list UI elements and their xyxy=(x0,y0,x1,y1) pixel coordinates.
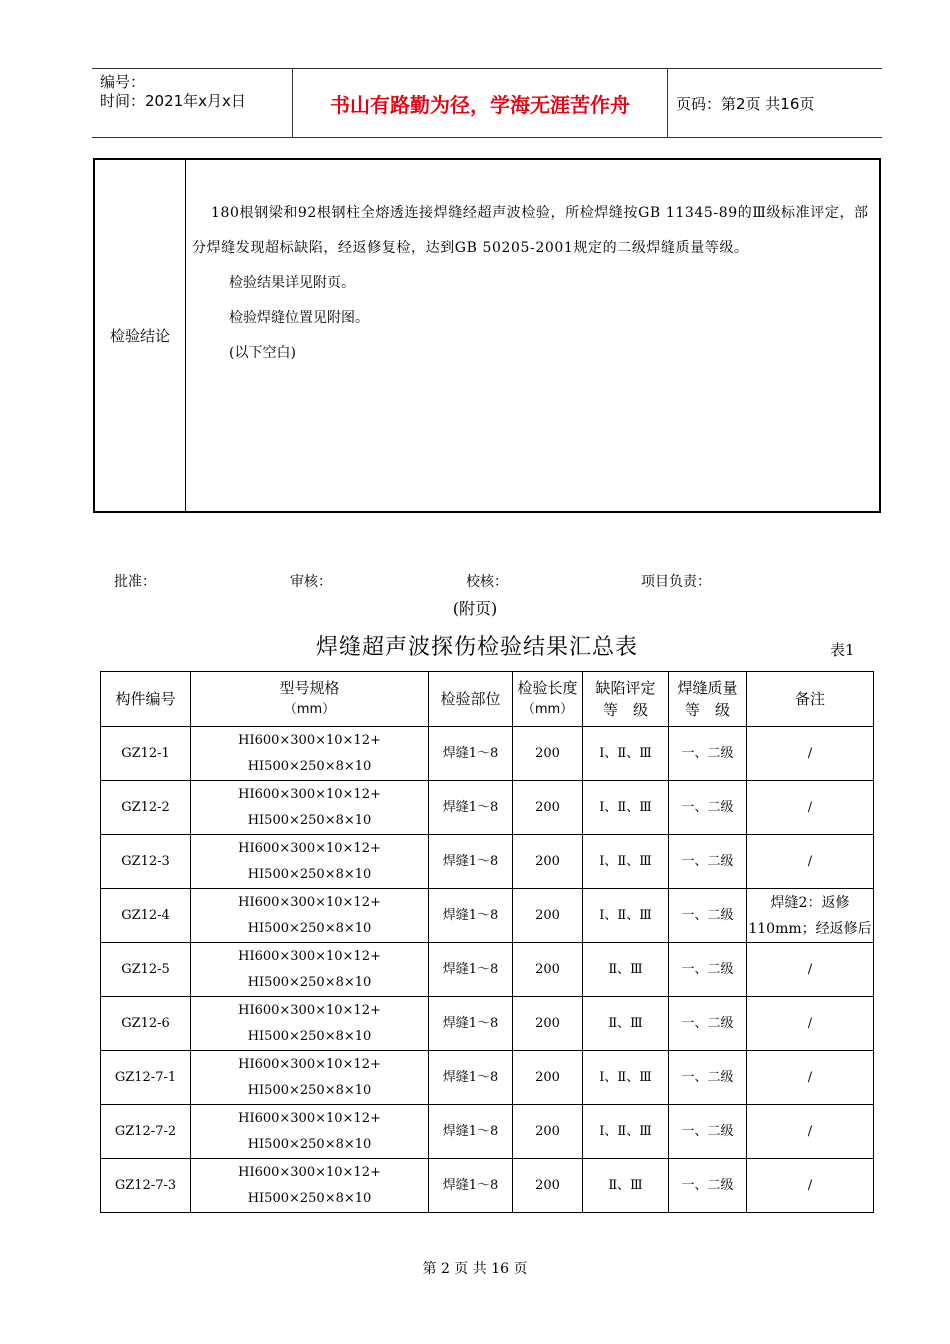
page-footer: 第 2 页 共 16 页 xyxy=(422,1261,528,1277)
quality-cell: 一、二级 xyxy=(669,1159,747,1213)
spec-line: HI500×250×8×10 xyxy=(247,920,372,936)
col-remark: 备注 xyxy=(747,672,874,727)
member-no-cell: GZ12-1 xyxy=(101,727,191,781)
header-motto: 书山有路勤为径，学海无涯苦作舟 xyxy=(292,69,668,137)
quality-cell: 一、二级 xyxy=(669,997,747,1051)
spec-line: HI600×300×10×12+ xyxy=(238,1164,381,1180)
table-row xyxy=(101,1159,874,1213)
defect-cell: Ⅱ、Ⅲ xyxy=(583,943,669,997)
spec-line: HI600×300×10×12+ xyxy=(238,1056,381,1072)
part-cell: 焊缝1～8 xyxy=(429,1051,513,1105)
project-lead-label: 项目负责： xyxy=(641,574,711,590)
defect-cell: Ⅱ、Ⅲ xyxy=(583,997,669,1051)
col-defect-grade: 等 级 xyxy=(602,701,648,719)
member-no-cell: GZ12-3 xyxy=(101,835,191,889)
spec-cell xyxy=(191,943,429,997)
defect-cell: Ⅰ、Ⅱ、Ⅲ xyxy=(583,889,669,943)
check-label: 校核： xyxy=(466,574,508,590)
quality-cell: 一、二级 xyxy=(669,1105,747,1159)
table-row xyxy=(101,781,874,835)
col-quality-grade: 等 级 xyxy=(684,701,730,719)
remark-cell: 焊缝2：返修110mm；经返修后 xyxy=(747,889,874,943)
quality-cell: 一、二级 xyxy=(669,943,747,997)
spec-cell xyxy=(191,1105,429,1159)
member-no-cell: GZ12-4 xyxy=(101,889,191,943)
header-meta xyxy=(100,73,290,111)
quality-cell: 一、二级 xyxy=(669,781,747,835)
conclusion-paragraph: 检验焊缝位置见附图。 xyxy=(229,310,369,326)
spec-line: HI500×250×8×10 xyxy=(247,1136,372,1152)
spec-line: HI500×250×8×10 xyxy=(247,866,372,882)
results-table xyxy=(100,671,874,1213)
part-cell: 焊缝1～8 xyxy=(429,943,513,997)
part-cell: 焊缝1～8 xyxy=(429,997,513,1051)
spec-cell xyxy=(191,781,429,835)
member-no-cell: GZ12-2 xyxy=(101,781,191,835)
spec-line: HI500×250×8×10 xyxy=(247,758,372,774)
table-row xyxy=(101,943,874,997)
table-row xyxy=(101,727,874,781)
spec-cell xyxy=(191,727,429,781)
defect-cell: Ⅰ、Ⅱ、Ⅲ xyxy=(583,1105,669,1159)
length-cell: 200 xyxy=(513,889,583,943)
table-row xyxy=(101,1051,874,1105)
spec-line: HI600×300×10×12+ xyxy=(238,894,381,910)
member-no-cell: GZ12-7-1 xyxy=(101,1051,191,1105)
page-indicator: 页码：第2页 共16页 xyxy=(676,94,815,113)
conclusion-text xyxy=(192,196,876,371)
spec-cell xyxy=(191,835,429,889)
part-cell: 焊缝1～8 xyxy=(429,835,513,889)
quality-cell: 一、二级 xyxy=(669,835,747,889)
defect-cell: Ⅱ、Ⅲ xyxy=(583,1159,669,1213)
table-title: 焊缝超声波探伤检验结果汇总表 xyxy=(316,635,639,660)
length-cell: 200 xyxy=(513,781,583,835)
col-spec-label: 型号规格 xyxy=(279,679,340,697)
conclusion-paragraph: 检验结果详见附页。 xyxy=(229,275,355,291)
conclusion-paragraph: 180根钢梁和92根钢柱全熔透连接焊缝经超声波检验，所检焊缝按GB 11345-89的Ⅲ级标准评定，部分焊缝发现超标缺陷，经返修复检，达到GB 50205-2001规定的二级焊缝质量等级。 xyxy=(192,205,869,256)
length-cell: 200 xyxy=(513,835,583,889)
col-quality-label: 焊缝质量 xyxy=(677,679,738,697)
part-cell: 焊缝1～8 xyxy=(429,1105,513,1159)
col-spec-unit: （mm） xyxy=(283,702,336,717)
part-cell: 焊缝1～8 xyxy=(429,781,513,835)
number-label: 编号： xyxy=(100,73,146,91)
spec-cell xyxy=(191,1051,429,1105)
conclusion-box xyxy=(93,158,881,513)
length-cell: 200 xyxy=(513,997,583,1051)
part-cell: 焊缝1～8 xyxy=(429,889,513,943)
part-cell: 焊缝1～8 xyxy=(429,1159,513,1213)
remark-cell: / xyxy=(747,1051,874,1105)
remark-cell: / xyxy=(747,727,874,781)
spec-line: HI600×300×10×12+ xyxy=(238,840,381,856)
table-row xyxy=(101,889,874,943)
length-cell: 200 xyxy=(513,1105,583,1159)
quality-cell: 一、二级 xyxy=(669,889,747,943)
col-defect xyxy=(583,672,669,727)
member-no-cell: GZ12-5 xyxy=(101,943,191,997)
spec-line: HI500×250×8×10 xyxy=(247,1190,372,1206)
spec-line: HI500×250×8×10 xyxy=(247,812,372,828)
part-cell: 焊缝1～8 xyxy=(429,727,513,781)
spec-cell xyxy=(191,997,429,1051)
col-part: 检验部位 xyxy=(429,672,513,727)
spec-line: HI500×250×8×10 xyxy=(247,1028,372,1044)
conclusion-label: 检验结论 xyxy=(95,160,186,511)
spec-line: HI600×300×10×12+ xyxy=(238,1110,381,1126)
length-cell: 200 xyxy=(513,1051,583,1105)
remark-cell: / xyxy=(747,1105,874,1159)
remark-cell: / xyxy=(747,943,874,997)
member-no-cell: GZ12-7-2 xyxy=(101,1105,191,1159)
member-no-cell: GZ12-7-3 xyxy=(101,1159,191,1213)
member-no-cell: GZ12-6 xyxy=(101,997,191,1051)
remark-cell: / xyxy=(747,781,874,835)
length-cell: 200 xyxy=(513,727,583,781)
length-cell: 200 xyxy=(513,943,583,997)
col-member-no: 构件编号 xyxy=(101,672,191,727)
remark-cell: / xyxy=(747,1159,874,1213)
col-spec xyxy=(191,672,429,727)
spec-cell xyxy=(191,1159,429,1213)
spec-line: HI600×300×10×12+ xyxy=(238,948,381,964)
length-cell: 200 xyxy=(513,1159,583,1213)
spec-line: HI600×300×10×12+ xyxy=(238,1002,381,1018)
defect-cell: Ⅰ、Ⅱ、Ⅲ xyxy=(583,1051,669,1105)
col-length xyxy=(513,672,583,727)
spec-cell xyxy=(191,889,429,943)
table-row xyxy=(101,997,874,1051)
spec-line: HI600×300×10×12+ xyxy=(238,732,381,748)
approve-label: 批准： xyxy=(114,574,156,590)
annex-label: (附页) xyxy=(452,599,498,618)
defect-cell: Ⅰ、Ⅱ、Ⅲ xyxy=(583,835,669,889)
spec-line: HI500×250×8×10 xyxy=(247,974,372,990)
table-number: 表1 xyxy=(830,641,855,659)
page-header xyxy=(92,68,882,138)
defect-cell: Ⅰ、Ⅱ、Ⅲ xyxy=(583,727,669,781)
remark-cell: / xyxy=(747,997,874,1051)
table-row xyxy=(101,1105,874,1159)
remark-cell: / xyxy=(747,835,874,889)
spec-line: HI500×250×8×10 xyxy=(247,1082,372,1098)
col-quality xyxy=(669,672,747,727)
defect-cell: Ⅰ、Ⅱ、Ⅲ xyxy=(583,781,669,835)
col-length-unit: （mm） xyxy=(521,702,574,717)
table-header-row xyxy=(101,672,874,727)
conclusion-paragraph: (以下空白) xyxy=(229,345,296,361)
table-row xyxy=(101,835,874,889)
time-label: 时间：2021年x月x日 xyxy=(100,92,246,110)
spec-line: HI600×300×10×12+ xyxy=(238,786,381,802)
quality-cell: 一、二级 xyxy=(669,1051,747,1105)
review-label: 审核： xyxy=(290,574,332,590)
col-length-label: 检验长度 xyxy=(517,679,578,697)
col-defect-label: 缺陷评定 xyxy=(595,679,656,697)
quality-cell: 一、二级 xyxy=(669,727,747,781)
